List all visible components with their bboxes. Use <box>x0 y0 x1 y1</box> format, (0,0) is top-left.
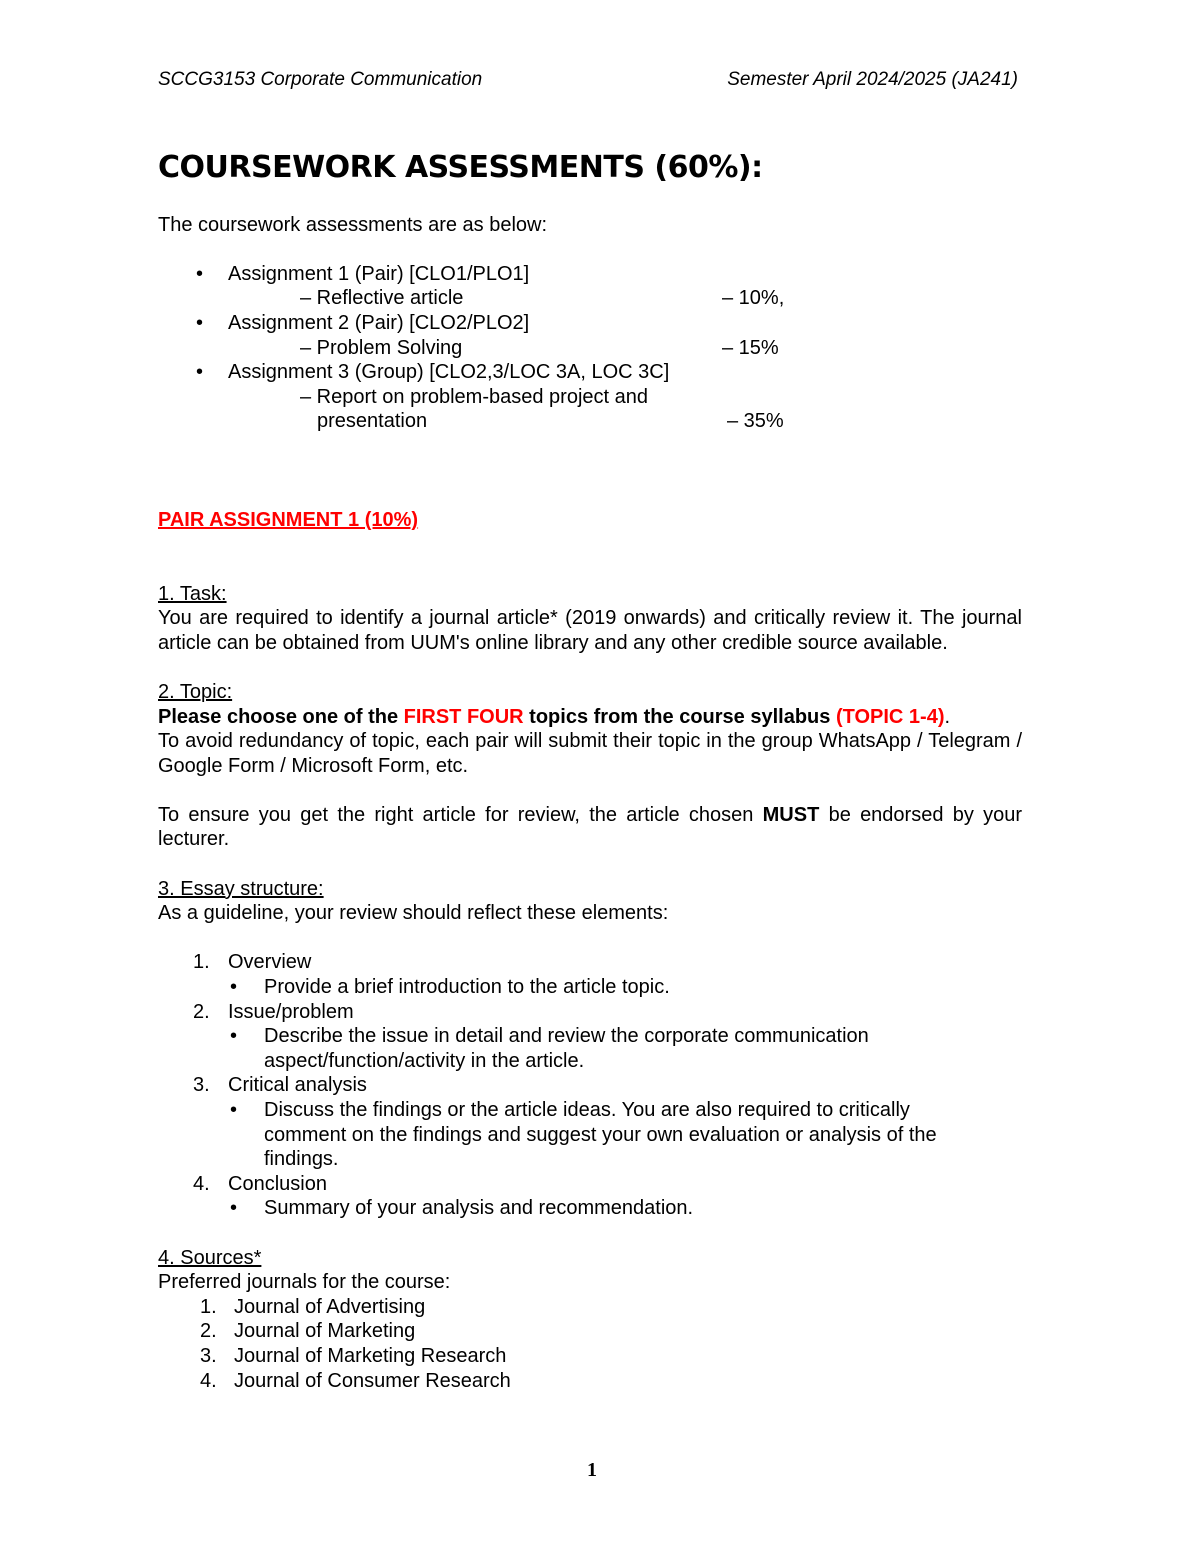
journal-item <box>158 1295 1022 1320</box>
document-body <box>158 148 1022 1393</box>
intro-text: The coursework assessments are as below: <box>158 213 548 236</box>
topic-instruction <box>158 705 1022 730</box>
list-number: 1. <box>193 951 210 974</box>
assessment-label: Assignment 3 (Group) [CLO2,3/LOC 3A, LOC 3C] <box>228 361 670 384</box>
list-number: 3. <box>200 1344 217 1367</box>
bullet-icon: • <box>230 1197 238 1220</box>
essay-heading: 3. Essay structure: <box>158 877 324 900</box>
essay-element <box>158 1172 1022 1197</box>
endorsement-part: be endorsed by your lecturer. <box>158 803 1022 851</box>
essay-element-label: Overview <box>228 951 312 974</box>
sources-heading: 4. Sources* <box>158 1246 262 1269</box>
bullet-icon: • <box>196 262 204 285</box>
essay-element-detail <box>158 975 1022 1000</box>
assessment-detail <box>158 286 1022 311</box>
list-number: 3. <box>193 1074 210 1097</box>
assessment-label: Assignment 1 (Pair) [CLO1/PLO1] <box>228 262 530 285</box>
endorsement-must: MUST <box>762 803 820 826</box>
topic-instruction-part: Please choose one of the <box>158 705 404 728</box>
assessment-label: Assignment 2 (Pair) [CLO2/PLO2] <box>228 311 530 334</box>
journal-name: Journal of Marketing <box>234 1320 416 1343</box>
assessment-weight: – 10%, <box>722 287 785 310</box>
list-number: 1. <box>200 1295 217 1318</box>
bullet-icon: • <box>230 976 238 999</box>
pair-assignment-heading: PAIR ASSIGNMENT 1 (10%) <box>158 508 419 531</box>
assessment-detail-text: – Report on problem-based project and <box>300 385 648 408</box>
assessment-detail-continued <box>158 409 1022 434</box>
essay-element-text: Discuss the findings or the article ideas. You are also required to critically comment on the findings and suggest your own evaluation or analysis of the findings. <box>264 1099 937 1171</box>
endorsement-text <box>158 803 1022 852</box>
essay-element-text: Summary of your analysis and recommendation. <box>264 1197 694 1220</box>
essay-element <box>158 1000 1022 1025</box>
bullet-icon: • <box>230 1025 238 1048</box>
journal-item <box>158 1319 1022 1344</box>
essay-element-text: Describe the issue in detail and review the corporate communication aspect/function/activity in the article. <box>264 1025 869 1072</box>
bullet-icon: • <box>196 311 204 334</box>
topic-highlight-first-four: FIRST FOUR <box>403 705 524 728</box>
topic-instruction-end: . <box>944 705 951 728</box>
journal-item <box>158 1344 1022 1369</box>
essay-element-label: Issue/problem <box>228 1000 354 1023</box>
essay-element <box>158 1073 1022 1098</box>
topic-text: To avoid redundancy of topic, each pair will submit their topic in the group WhatsApp / Telegram / Google Form / Microsoft Form, etc. <box>158 730 1022 777</box>
essay-element-label: Conclusion <box>228 1172 327 1195</box>
page-title: COURSEWORK ASSESSMENTS (60%): <box>158 150 763 185</box>
list-number: 4. <box>200 1369 217 1392</box>
header-semester: Semester April 2024/2025 (JA241) <box>727 69 1018 90</box>
assessment-item <box>158 311 1022 336</box>
page-number: 1 <box>587 1459 597 1481</box>
assessment-detail-text: – Reflective article <box>300 287 464 310</box>
essay-element-detail <box>158 1196 1022 1221</box>
journal-name: Journal of Marketing Research <box>234 1344 507 1367</box>
essay-element-detail <box>158 1098 1022 1172</box>
essay-element-text: Provide a brief introduction to the article topic. <box>264 976 670 999</box>
task-heading: 1. Task: <box>158 582 227 605</box>
journal-item <box>158 1369 1022 1394</box>
assessment-detail-text: presentation <box>317 410 428 433</box>
endorsement-part: To ensure you get the right article for review, the article chosen <box>158 803 763 826</box>
assessment-item <box>158 262 1022 287</box>
bullet-icon: • <box>196 361 204 384</box>
essay-element-label: Critical analysis <box>228 1074 367 1097</box>
assessment-detail-text: – Problem Solving <box>300 336 463 359</box>
assessment-item <box>158 360 1022 385</box>
journal-name: Journal of Advertising <box>234 1295 426 1318</box>
journal-name: Journal of Consumer Research <box>234 1369 511 1392</box>
topic-instruction-part: topics from the course syllabus <box>523 705 836 728</box>
essay-intro: As a guideline, your review should reflect these elements: <box>158 902 669 925</box>
assessment-weight: – 35% <box>727 410 784 433</box>
assessment-weight: – 15% <box>722 336 779 359</box>
essay-element-detail <box>158 1024 1022 1073</box>
header-course: SCCG3153 Corporate Communication <box>158 69 483 90</box>
list-number: 2. <box>193 1000 210 1023</box>
list-number: 4. <box>193 1172 210 1195</box>
assessment-detail <box>158 336 1022 361</box>
bullet-icon: • <box>230 1099 238 1121</box>
list-number: 2. <box>200 1320 217 1343</box>
sources-intro: Preferred journals for the course: <box>158 1271 451 1294</box>
essay-element <box>158 950 1022 975</box>
task-text: You are required to identify a journal article* (2019 onwards) and critically review it. The journal article can be obtained from UUM's online library and any other credible source available. <box>158 607 1022 654</box>
topic-highlight-range: (TOPIC 1-4) <box>835 705 945 728</box>
assessment-detail <box>158 385 1022 410</box>
topic-heading: 2. Topic: <box>158 680 233 703</box>
